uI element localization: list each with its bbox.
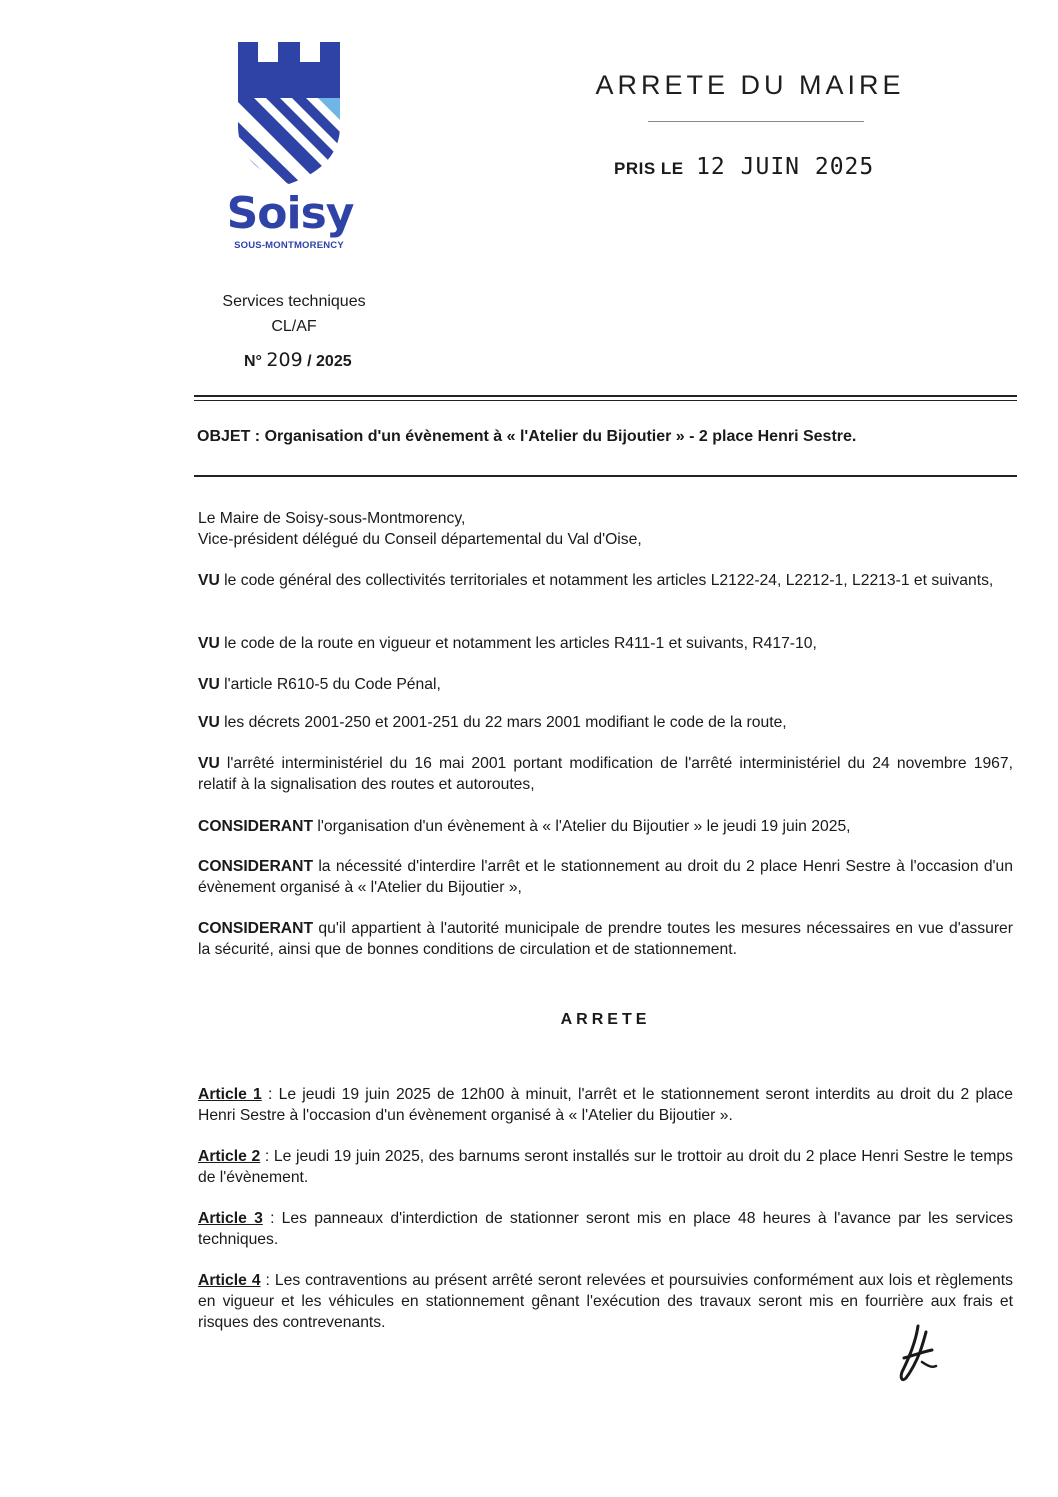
divider-top [194,395,1017,397]
number-prefix: N° [244,353,262,370]
logo-subtitle: SOUS-MONTMORENCY [234,240,344,251]
number-handwritten: 209 [266,349,303,371]
tower-emblem-icon [214,38,364,188]
city-logo [214,38,364,258]
service-name: Services techniques [222,293,366,310]
initials-signature-icon [892,1322,942,1388]
article-2: Article 2 : Le jeudi 19 juin 2025, des barnums seront installés sur le trottoir au droit du 2 place Henri Sestre le temps de l'évènement. [198,1148,1013,1186]
preamble-title: Vice-président délégué du Conseil départemental du Val d'Oise, [198,531,642,548]
considerant-item: CONSIDERANT la nécessité d'interdire l'arrêt et le stationnement au droit du 2 place Henri Sestre à l'occasion d'un évènement organisé à « l'Atelier du Bijoutier », [198,858,1013,896]
vu-item: VU l'article R610-5 du Code Pénal, [198,676,441,693]
vu-item: VU les décrets 2001-250 et 2001-251 du 22 mars 2001 modifiant le code de la route, [198,714,787,731]
article-1: Article 1 : Le jeudi 19 juin 2025 de 12h00 à minuit, l'arrêt et le stationnement seront interdits au droit du 2 place Henri Sestre à l'occasion d'un évènement organisé à « l'Atelier du Bijoutier ». [198,1086,1013,1124]
number-suffix: / 2025 [307,353,352,370]
date-label: PRIS LE [614,159,684,178]
considerant-item: CONSIDERANT qu'il appartient à l'autorité municipale de prendre toutes les mesures nécessaires en vue d'assurer la sécurité, ainsi que de bonnes conditions de circulation et de stationnement. [198,920,1013,958]
decision-heading: ARRETE [560,1011,651,1028]
date-value: 12 JUIN 2025 [696,154,875,180]
vu-item: VU le code de la route en vigueur et notamment les articles R411-1 et suivants, R417-10, [198,635,817,652]
arrete-number [244,349,352,371]
objet-line: OBJET : Organisation d'un évènement à « l'Atelier du Bijoutier » - 2 place Henri Sestre. [197,428,857,445]
vu-item: VU le code général des collectivités territoriales et notamment les articles L2122-24, L2212-1, L2213-1 et suivants, [198,572,994,589]
divider-top-thin [194,400,1017,401]
vu-item: VU l'arrêté interministériel du 16 mai 2001 portant modification de l'arrêté interministériel du 24 novembre 1967, relatif à la signalisation des routes et autoroutes, [198,755,1013,793]
divider-bottom [194,475,1017,477]
article-4: Article 4 : Les contraventions au présent arrêté seront relevées et poursuivies conformément aux lois et règlements en vigueur et les véhicules en stationnement gênant l'exécution des travaux seront mis en fourrière aux frais et risques des contrevenants. [198,1272,1013,1331]
date-stamp [614,154,874,180]
service-code: CL/AF [271,318,317,335]
preamble-mayor: Le Maire de Soisy-sous-Montmorency, [198,510,466,527]
considerant-item: CONSIDERANT l'organisation d'un évènement à « l'Atelier du Bijoutier » le jeudi 19 juin 2025, [198,818,851,835]
article-3: Article 3 : Les panneaux d'interdiction de stationner seront mis en place 48 heures à l'avance par les services techniques. [198,1210,1013,1248]
document-title: ARRETE DU MAIRE [595,70,905,100]
title-divider [648,121,864,122]
logo-wordmark: Soisy [226,188,354,239]
